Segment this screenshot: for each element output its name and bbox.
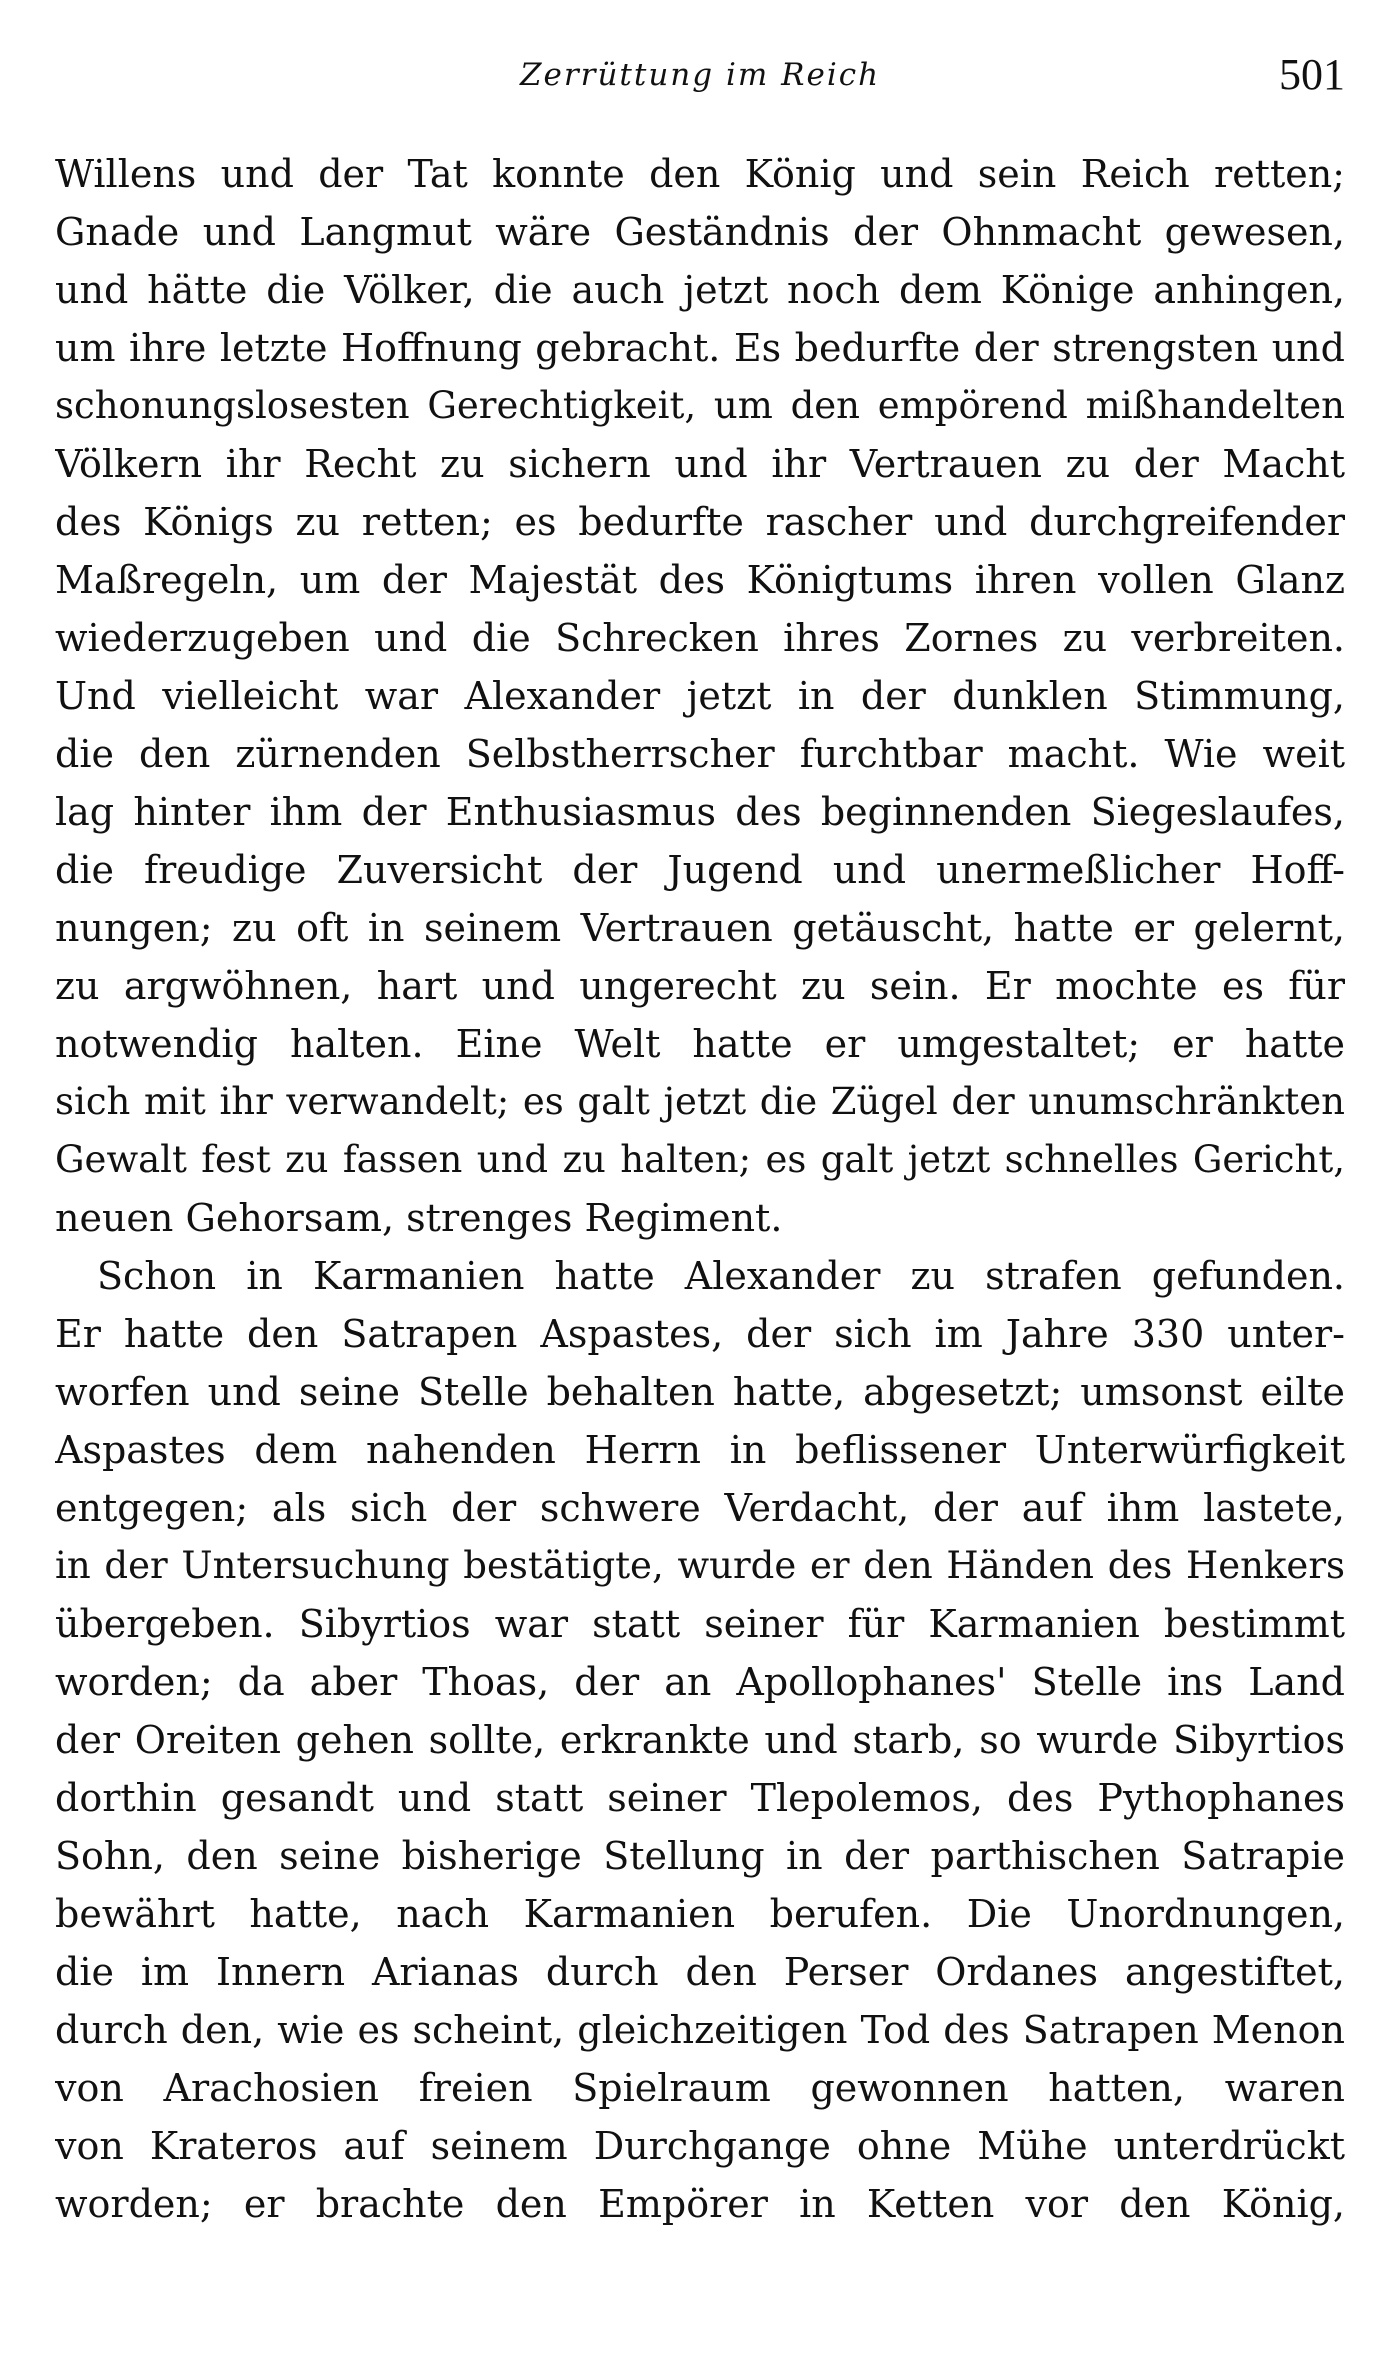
text-line: Sohn, den seine bisherige Stellung in der parthischen Satrapie (55, 1834, 1345, 1878)
text-line: von Arachosien freien Spielraum gewonnen hatten, waren (55, 2066, 1345, 2110)
text-line: Er hatte den Satrapen Aspastes, der sich im Jahre 330 unter- (55, 1312, 1345, 1356)
paragraph-2 (55, 1247, 1345, 2233)
text-line: Aspastes dem nahenden Herrn in beflissener Unterwürfigkeit (55, 1428, 1345, 1472)
text-line: übergeben. Sibyrtios war statt seiner für Karmanien bestimmt (55, 1602, 1345, 1646)
text-line: Gnade und Langmut wäre Geständnis der Ohnmacht gewesen, (55, 210, 1345, 254)
paragraph-1 (55, 145, 1345, 1247)
text-line: der Oreiten gehen sollte, erkrankte und starb, so wurde Sibyrtios (55, 1718, 1345, 1762)
text-line: um ihre letzte Hoffnung gebracht. Es bedurfte der strengsten und (55, 326, 1345, 370)
text-line: die den zürnenden Selbstherrscher furchtbar macht. Wie weit (55, 732, 1345, 776)
body-text (55, 145, 1345, 2233)
text-line: neuen Gehorsam, strenges Regiment. (55, 1196, 783, 1240)
text-line: worden; da aber Thoas, der an Apollophanes' Stelle ins Land (55, 1660, 1345, 1704)
text-line: von Krateros auf seinem Durchgange ohne Mühe unterdrückt (55, 2124, 1345, 2168)
text-line: bewährt hatte, nach Karmanien berufen. Die Unordnungen, (55, 1892, 1345, 1936)
text-line: des Königs zu retten; es bedurfte rascher und durchgreifender (55, 500, 1345, 544)
text-line: Und vielleicht war Alexander jetzt in der dunklen Stimmung, (55, 674, 1345, 718)
text-line: nungen; zu oft in seinem Vertrauen getäuscht, hatte er gelernt, (55, 906, 1345, 950)
text-line: Gewalt fest zu fassen und zu halten; es galt jetzt schnelles Gericht, (55, 1138, 1345, 1181)
text-line: notwendig halten. Eine Welt hatte er umgestaltet; er hatte (55, 1022, 1345, 1066)
text-line: die im Innern Arianas durch den Perser Ordanes angestiftet, (55, 1950, 1345, 1994)
text-line: Völkern ihr Recht zu sichern und ihr Vertrauen zu der Macht (55, 442, 1345, 486)
text-line: wiederzugeben und die Schrecken ihres Zornes zu verbreiten. (55, 616, 1345, 660)
text-line: in der Untersuchung bestätigte, wurde er den Händen des Henkers (55, 1544, 1345, 1587)
running-head-title: Zerrüttung im Reich (519, 57, 881, 93)
text-line: lag hinter ihm der Enthusiasmus des beginnenden Siegeslaufes, (55, 790, 1345, 834)
text-line: durch den, wie es scheint, gleichzeitigen Tod des Satrapen Menon (55, 2008, 1345, 2052)
running-head (55, 50, 1345, 115)
text-line: Maßregeln, um der Majestät des Königtums ihren vollen Glanz (55, 558, 1345, 602)
text-line: zu argwöhnen, hart und ungerecht zu sein. Er mochte es für (55, 964, 1345, 1008)
text-line: die freudige Zuversicht der Jugend und unermeßlicher Hoff- (55, 848, 1345, 892)
text-line: dorthin gesandt und statt seiner Tlepolemos, des Pythophanes (55, 1776, 1345, 1820)
text-line: Schon in Karmanien hatte Alexander zu strafen gefunden. (97, 1254, 1345, 1298)
text-line: worden; er brachte den Empörer in Ketten vor den König, (55, 2182, 1345, 2226)
text-line: schonungslosesten Gerechtigkeit, um den empörend mißhandelten (55, 384, 1345, 427)
page-number: 501 (1279, 50, 1345, 99)
text-line: worfen und seine Stelle behalten hatte, abgesetzt; umsonst eilte (55, 1370, 1345, 1414)
text-line: entgegen; als sich der schwere Verdacht, der auf ihm lastete, (55, 1486, 1345, 1530)
text-line: Willens und der Tat konnte den König und sein Reich retten; (55, 152, 1345, 196)
text-line: sich mit ihr verwandelt; es galt jetzt die Zügel der unumschränkten (55, 1080, 1345, 1123)
text-line: und hätte die Völker, die auch jetzt noch dem Könige anhingen, (55, 268, 1345, 312)
